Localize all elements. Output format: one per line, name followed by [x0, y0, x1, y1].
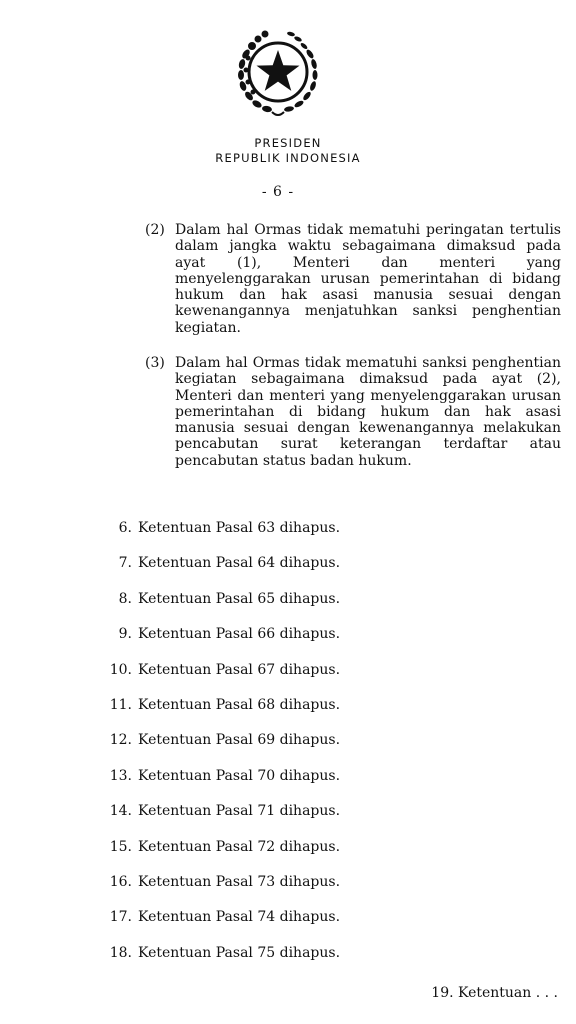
- header-republic: REPUBLIK INDONESIA: [215, 151, 361, 165]
- list-item-text: Ketentuan Pasal 64 dihapus.: [138, 555, 341, 572]
- list-item-text: Ketentuan Pasal 70 dihapus.: [138, 767, 341, 784]
- list-item: [100, 555, 500, 590]
- clause-number: (3): [145, 355, 165, 371]
- clause-text: Dalam hal Ormas tidak mematuhi sanksi penghentian kegiatan sebagaimana dimaksud pada ayat (2), Menteri dan menteri yang menyelenggarakan urusan pemerintahan di bidang hukum dan hak asasi manusia sesuai dengan kewenangannya melakukan pencabutan surat keterangan terdaftar atau pencabutan status badan hukum.: [175, 355, 561, 469]
- list-item-number: 9.: [118, 626, 132, 643]
- list-item-text: Ketentuan Pasal 68 dihapus.: [138, 696, 341, 713]
- list-item: [100, 732, 500, 767]
- list-item-number: 10.: [109, 661, 132, 678]
- list-item: [100, 626, 500, 661]
- list-item-number: 16.: [109, 873, 132, 890]
- list-item-text: Ketentuan Pasal 69 dihapus.: [138, 732, 341, 749]
- list-item: [100, 768, 500, 803]
- list-item: [100, 803, 500, 838]
- page-number: - 6 -: [261, 184, 295, 200]
- deleted-articles-list: [100, 520, 500, 980]
- garuda-star-wreath-icon: [232, 24, 324, 120]
- list-item: [100, 839, 500, 874]
- list-item-number: 7.: [118, 555, 132, 572]
- list-item: [100, 697, 500, 732]
- list-item: [100, 874, 500, 909]
- header-president: PRESIDEN: [254, 136, 322, 150]
- list-item-number: 14.: [109, 803, 132, 820]
- list-item-text: Ketentuan Pasal 75 dihapus.: [138, 944, 341, 961]
- clause-3: [145, 355, 561, 469]
- clause-text: Dalam hal Ormas tidak mematuhi peringatan tertulis dalam jangka waktu sebagaimana dimaksud pada ayat (1), Menteri dan menteri yang menyelenggarakan urusan pemerintahan di bidang hukum dan hak asasi manusia sesuai dengan kewenangannya menjatuhkan sanksi penghentian kegiatan.: [175, 222, 561, 336]
- list-item-number: 17.: [109, 909, 132, 926]
- list-item-number: 12.: [109, 732, 132, 749]
- clause-2: [145, 222, 561, 336]
- list-item-text: Ketentuan Pasal 71 dihapus.: [138, 803, 341, 820]
- list-item-number: 6.: [118, 520, 132, 536]
- list-item: [100, 662, 500, 697]
- list-item-text: Ketentuan Pasal 67 dihapus.: [138, 661, 341, 678]
- clause-number: (2): [145, 222, 165, 238]
- list-item: [100, 945, 500, 980]
- list-item-text: Ketentuan Pasal 72 dihapus.: [138, 838, 341, 855]
- list-item-text: Ketentuan Pasal 66 dihapus.: [138, 626, 341, 643]
- list-item-text: Ketentuan Pasal 63 dihapus.: [138, 520, 341, 536]
- list-item-text: Ketentuan Pasal 74 dihapus.: [138, 909, 341, 926]
- list-item-number: 18.: [109, 944, 132, 961]
- list-item: [100, 520, 500, 555]
- list-item-text: Ketentuan Pasal 73 dihapus.: [138, 873, 341, 890]
- list-item-number: 11.: [109, 696, 132, 713]
- list-item: [100, 909, 500, 944]
- list-item-number: 15.: [109, 838, 132, 855]
- list-item-text: Ketentuan Pasal 65 dihapus.: [138, 590, 341, 607]
- list-item-number: 8.: [118, 590, 132, 607]
- list-item-number: 13.: [109, 767, 132, 784]
- list-item: [100, 591, 500, 626]
- page-continuation: 19. Ketentuan . . .: [431, 985, 558, 1001]
